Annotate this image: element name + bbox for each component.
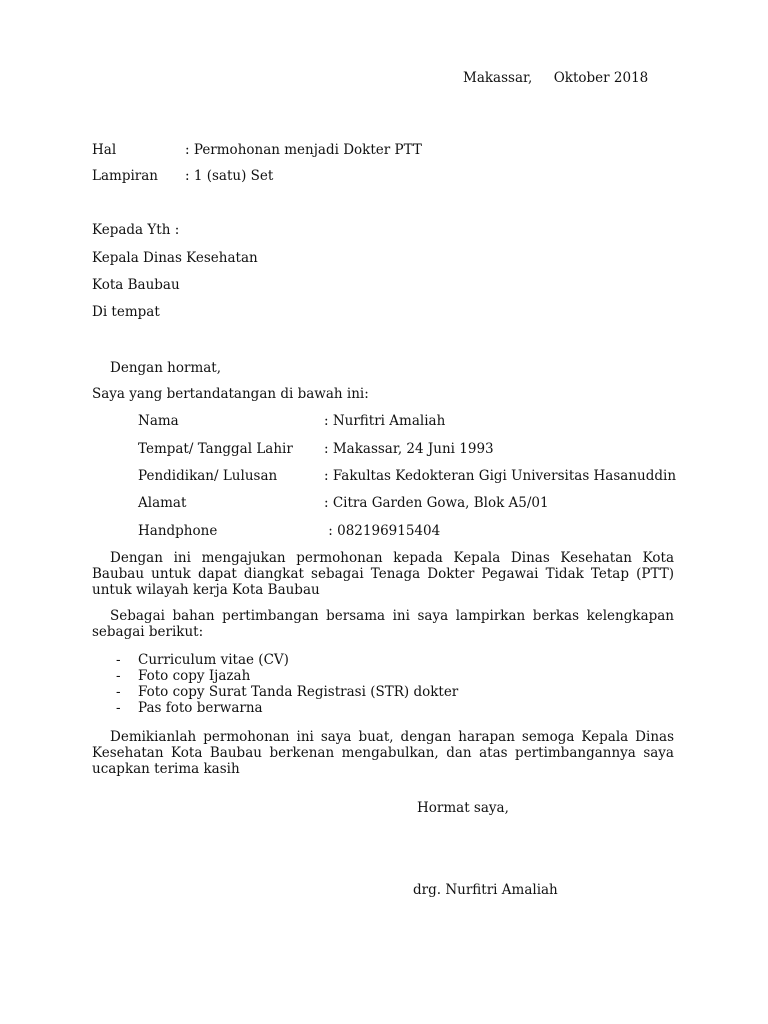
identity-value-ttl: : Makassar, 24 Juni 1993 bbox=[324, 441, 494, 457]
hal-value: : Permohonan menjadi Dokter PTT bbox=[185, 142, 422, 158]
body-paragraph-1: Dengan ini mengajukan permohonan kepada Kepala Dinas Kesehatan Kota Baubau untuk dapat diangkat sebagai Tenaga Dokter Pegawai Tidak Tetap (PTT) untuk wilayah kerja Kota Baubau bbox=[92, 550, 674, 598]
list-item: Curriculum vitae (CV) bbox=[138, 652, 289, 668]
identity-label-pendidikan: Pendidikan/ Lulusan bbox=[138, 468, 278, 484]
identity-value-pendidikan: : Fakultas Kedokteran Gigi Universitas Hasanuddin bbox=[324, 468, 677, 484]
hal-label: Hal bbox=[92, 142, 117, 158]
list-bullet: - bbox=[116, 684, 121, 700]
list-bullet: - bbox=[116, 652, 121, 668]
signature-closing: Hormat saya, bbox=[417, 800, 509, 816]
list-item: Foto copy Ijazah bbox=[138, 668, 251, 684]
place-date: Makassar, Oktober 2018 bbox=[463, 70, 649, 86]
recipient-line-4: Di tempat bbox=[92, 304, 160, 320]
lampiran-value: : 1 (satu) Set bbox=[185, 168, 274, 184]
greeting: Dengan hormat, bbox=[110, 360, 222, 376]
list-item: Pas foto berwarna bbox=[138, 700, 263, 716]
list-bullet: - bbox=[116, 700, 121, 716]
identity-label-alamat: Alamat bbox=[138, 495, 187, 511]
list-bullet: - bbox=[116, 668, 121, 684]
list-item: Foto copy Surat Tanda Registrasi (STR) dokter bbox=[138, 684, 459, 700]
recipient-line-3: Kota Baubau bbox=[92, 277, 180, 293]
identity-label-handphone: Handphone bbox=[138, 523, 218, 539]
identity-value-handphone: : 082196915404 bbox=[324, 523, 441, 539]
intro-line: Saya yang bertandatangan di bawah ini: bbox=[92, 386, 369, 402]
identity-label-ttl: Tempat/ Tanggal Lahir bbox=[138, 441, 293, 457]
identity-value-alamat: : Citra Garden Gowa, Blok A5/01 bbox=[324, 495, 549, 511]
recipient-line-2: Kepala Dinas Kesehatan bbox=[92, 250, 258, 266]
signature-name: drg. Nurfitri Amaliah bbox=[413, 882, 558, 898]
lampiran-label: Lampiran bbox=[92, 168, 158, 184]
body-paragraph-2: Sebagai bahan pertimbangan bersama ini saya lampirkan berkas kelengkapan sebagai berikut: bbox=[92, 608, 674, 640]
identity-value-nama: : Nurfitri Amaliah bbox=[324, 413, 446, 429]
recipient-line-1: Kepada Yth : bbox=[92, 222, 180, 238]
closing-paragraph: Demikianlah permohonan ini saya buat, dengan harapan semoga Kepala Dinas Kesehatan Kota Baubau berkenan mengabulkan, dan atas pertimbangannya saya ucapkan terima kasih bbox=[92, 729, 674, 777]
identity-label-nama: Nama bbox=[138, 413, 179, 429]
